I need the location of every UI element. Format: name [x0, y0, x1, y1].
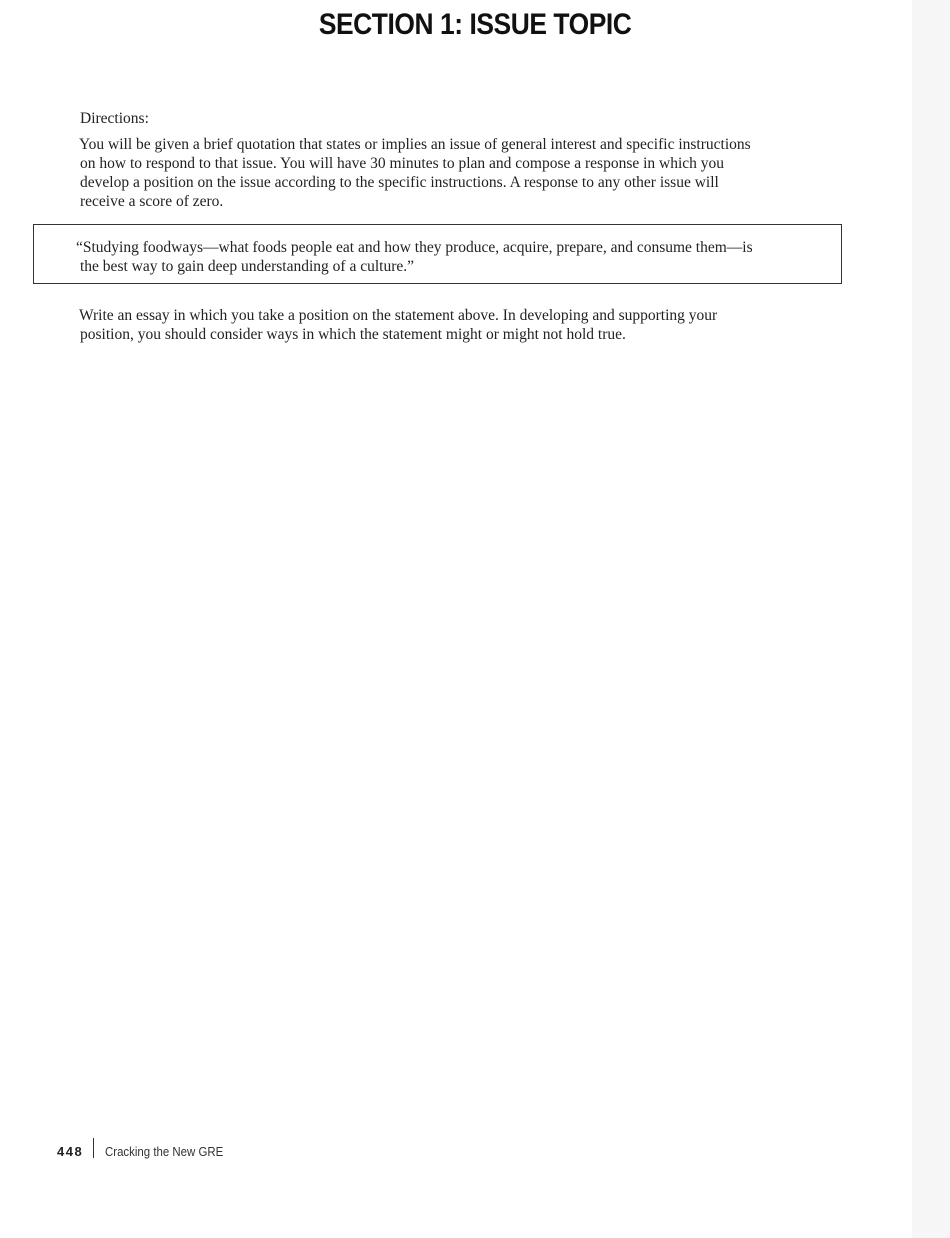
- section-title: SECTION 1: ISSUE TOPIC: [318, 8, 632, 41]
- directions-line: You will be given a brief quotation that states or implies an issue of general interest and specific instructions: [79, 136, 751, 153]
- essay-instructions: [79, 306, 717, 344]
- directions-label: Directions:: [80, 110, 149, 127]
- prompt-line: position, you should consider ways in which the statement might or might not hold true.: [80, 326, 626, 343]
- directions-text: [79, 135, 869, 211]
- book-title: Cracking the New GRE: [105, 1143, 224, 1159]
- page-margin-strip: [912, 0, 950, 1238]
- page-footer: [57, 1140, 240, 1162]
- quote-line: “Studying foodways—what foods people eat and how they produce, acquire, prepare, and consume them—is: [76, 239, 753, 256]
- prompt-line: Write an essay in which you take a position on the statement above. In developing and supporting your: [79, 307, 718, 324]
- page-number: 448: [57, 1143, 84, 1159]
- footer-divider: [93, 1138, 94, 1158]
- quote-line: the best way to gain deep understanding of a culture.”: [80, 258, 414, 275]
- issue-quotation: [76, 238, 753, 276]
- directions-line: on how to respond to that issue. You will have 30 minutes to plan and compose a response in which you: [80, 155, 725, 172]
- directions-line: develop a position on the issue according to the specific instructions. A response to any other issue will: [80, 174, 719, 191]
- directions-line: receive a score of zero.: [80, 193, 224, 210]
